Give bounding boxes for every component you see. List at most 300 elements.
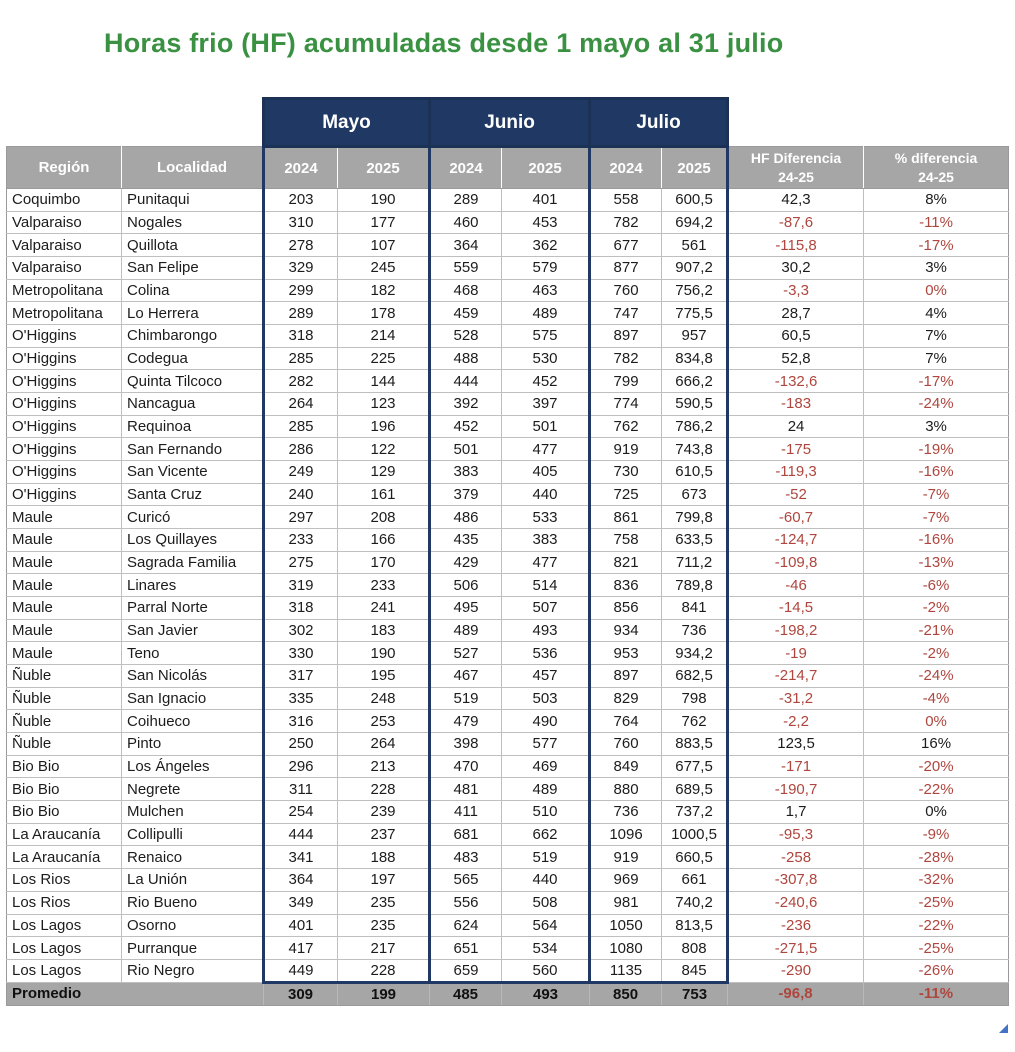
cell: 560 <box>502 959 590 982</box>
region-column-header: Región <box>7 147 122 189</box>
cell: 762 <box>590 415 662 438</box>
cell: -7% <box>864 483 1009 506</box>
cell: 798 <box>662 687 728 710</box>
cell: 318 <box>264 597 338 620</box>
cell: 214 <box>338 325 430 348</box>
cell: 661 <box>662 869 728 892</box>
cell: 1,7 <box>728 801 864 824</box>
table-row <box>7 823 1009 846</box>
cell: 736 <box>590 801 662 824</box>
cell: 449 <box>264 959 338 982</box>
cell: -2,2 <box>728 710 864 733</box>
cell: 24 <box>728 415 864 438</box>
cell: 877 <box>590 257 662 280</box>
average-cell: 850 <box>590 982 662 1005</box>
cell: 468 <box>430 279 502 302</box>
cell: 897 <box>590 325 662 348</box>
cell: 253 <box>338 710 430 733</box>
cell: Metropolitana <box>7 279 122 302</box>
cell: -22% <box>864 778 1009 801</box>
table-row <box>7 506 1009 529</box>
cell: -307,8 <box>728 869 864 892</box>
cell: -290 <box>728 959 864 982</box>
cell: 477 <box>502 438 590 461</box>
cell: Maule <box>7 529 122 552</box>
cell: 417 <box>264 937 338 960</box>
cell: 786,2 <box>662 415 728 438</box>
cell: Maule <box>7 619 122 642</box>
average-cell: -11% <box>864 982 1009 1005</box>
table-row <box>7 415 1009 438</box>
cell: 0% <box>864 279 1009 302</box>
cell: 506 <box>430 574 502 597</box>
cell: O'Higgins <box>7 347 122 370</box>
cell: 297 <box>264 506 338 529</box>
cell: 736 <box>662 619 728 642</box>
cell: 561 <box>662 234 728 257</box>
cell: Los Rios <box>7 891 122 914</box>
cell: Mulchen <box>122 801 264 824</box>
cell: 579 <box>502 257 590 280</box>
cell: -20% <box>864 755 1009 778</box>
excel-resize-handle-icon <box>999 1024 1008 1033</box>
cell: 457 <box>502 665 590 688</box>
cell: -28% <box>864 846 1009 869</box>
cell: Los Ángeles <box>122 755 264 778</box>
cell: -24% <box>864 665 1009 688</box>
cell: 161 <box>338 483 430 506</box>
cell: 285 <box>264 415 338 438</box>
cell: -109,8 <box>728 551 864 574</box>
cell: 677,5 <box>662 755 728 778</box>
cell: 1000,5 <box>662 823 728 846</box>
cell: -87,6 <box>728 211 864 234</box>
cell: 459 <box>430 302 502 325</box>
cell: -17% <box>864 234 1009 257</box>
table-row <box>7 438 1009 461</box>
table-row <box>7 257 1009 280</box>
cell: 319 <box>264 574 338 597</box>
cell: 7% <box>864 325 1009 348</box>
cell: 556 <box>430 891 502 914</box>
cell: 401 <box>502 189 590 212</box>
cell: 208 <box>338 506 430 529</box>
cell: 299 <box>264 279 338 302</box>
cell: 123 <box>338 393 430 416</box>
cell: 129 <box>338 461 430 484</box>
cell: 203 <box>264 189 338 212</box>
cell: 981 <box>590 891 662 914</box>
cell: -3,3 <box>728 279 864 302</box>
cell: -32% <box>864 869 1009 892</box>
locality-column-header: Localidad <box>122 147 264 189</box>
cell: -60,7 <box>728 506 864 529</box>
average-cell: -96,8 <box>728 982 864 1005</box>
column-header-row <box>7 147 1009 189</box>
cell: 122 <box>338 438 430 461</box>
cell: 841 <box>662 597 728 620</box>
table-row <box>7 211 1009 234</box>
average-cell: 485 <box>430 982 502 1005</box>
cell: 233 <box>264 529 338 552</box>
cell: Rio Bueno <box>122 891 264 914</box>
cell: 362 <box>502 234 590 257</box>
cell: 197 <box>338 869 430 892</box>
cell: O'Higgins <box>7 415 122 438</box>
cell: 286 <box>264 438 338 461</box>
cell: 178 <box>338 302 430 325</box>
cell: 3% <box>864 415 1009 438</box>
page-title: Horas frio (HF) acumuladas desde 1 mayo al 31 julio <box>104 28 784 58</box>
cell: -119,3 <box>728 461 864 484</box>
cell: 633,5 <box>662 529 728 552</box>
cell: Maule <box>7 597 122 620</box>
cell: 182 <box>338 279 430 302</box>
table-row <box>7 937 1009 960</box>
cell: 249 <box>264 461 338 484</box>
cell: San Ignacio <box>122 687 264 710</box>
cell: Requinoa <box>122 415 264 438</box>
cell: 477 <box>502 551 590 574</box>
table-row <box>7 869 1009 892</box>
cell: -13% <box>864 551 1009 574</box>
cell: 335 <box>264 687 338 710</box>
cell: 730 <box>590 461 662 484</box>
cell: 429 <box>430 551 502 574</box>
cell: Linares <box>122 574 264 597</box>
cell: -271,5 <box>728 937 864 960</box>
cell: 756,2 <box>662 279 728 302</box>
cell: 880 <box>590 778 662 801</box>
mayo-2024-column-header: 2024 <box>264 147 338 189</box>
cell: 123,5 <box>728 733 864 756</box>
cell: -132,6 <box>728 370 864 393</box>
cell: Los Rios <box>7 869 122 892</box>
cell: 398 <box>430 733 502 756</box>
cell: 349 <box>264 891 338 914</box>
mayo-2025-column-header: 2025 <box>338 147 430 189</box>
cell: 401 <box>264 914 338 937</box>
table-footer <box>7 982 1009 1005</box>
cell: 519 <box>502 846 590 869</box>
cell: 285 <box>264 347 338 370</box>
cell: -22% <box>864 914 1009 937</box>
cell: 235 <box>338 891 430 914</box>
cell: 934,2 <box>662 642 728 665</box>
cell: Bio Bio <box>7 755 122 778</box>
cell: 856 <box>590 597 662 620</box>
cell: Collipulli <box>122 823 264 846</box>
cell: 235 <box>338 914 430 937</box>
cell: 507 <box>502 597 590 620</box>
cell: 16% <box>864 733 1009 756</box>
cell: 829 <box>590 687 662 710</box>
junio-2024-column-header: 2024 <box>430 147 502 189</box>
cell: 760 <box>590 733 662 756</box>
table-row <box>7 461 1009 484</box>
cell: 919 <box>590 846 662 869</box>
cell: Santa Cruz <box>122 483 264 506</box>
cell: 397 <box>502 393 590 416</box>
cell: -258 <box>728 846 864 869</box>
cell: 737,2 <box>662 801 728 824</box>
cell: -95,3 <box>728 823 864 846</box>
cell: 558 <box>590 189 662 212</box>
cell: 237 <box>338 823 430 846</box>
cell: O'Higgins <box>7 325 122 348</box>
table-row <box>7 529 1009 552</box>
cell: 725 <box>590 483 662 506</box>
cell: 460 <box>430 211 502 234</box>
cell: 479 <box>430 710 502 733</box>
cell: 7% <box>864 347 1009 370</box>
cell: 711,2 <box>662 551 728 574</box>
cell: 747 <box>590 302 662 325</box>
table-row <box>7 778 1009 801</box>
cell: 190 <box>338 189 430 212</box>
cell: 503 <box>502 687 590 710</box>
cell: 310 <box>264 211 338 234</box>
cell: 907,2 <box>662 257 728 280</box>
hf-table <box>6 97 1009 1006</box>
table-row <box>7 393 1009 416</box>
cell: Quillota <box>122 234 264 257</box>
cell: 453 <box>502 211 590 234</box>
cell: Maule <box>7 551 122 574</box>
cell: 845 <box>662 959 728 982</box>
cell: 514 <box>502 574 590 597</box>
cell: La Araucanía <box>7 823 122 846</box>
cell: 483 <box>430 846 502 869</box>
cell: 660,5 <box>662 846 728 869</box>
month-header-julio: Julio <box>590 99 728 147</box>
cell: 469 <box>502 755 590 778</box>
cell: Bio Bio <box>7 778 122 801</box>
table-row <box>7 801 1009 824</box>
cell: 379 <box>430 483 502 506</box>
cell: 565 <box>430 869 502 892</box>
table-row <box>7 733 1009 756</box>
cell: Los Lagos <box>7 959 122 982</box>
month-header-junio: Junio <box>430 99 590 147</box>
cell: Quinta Tilcoco <box>122 370 264 393</box>
cell: 821 <box>590 551 662 574</box>
cell: 217 <box>338 937 430 960</box>
cell: 577 <box>502 733 590 756</box>
cell: Ñuble <box>7 733 122 756</box>
table-row <box>7 619 1009 642</box>
cell: 195 <box>338 665 430 688</box>
cell: -6% <box>864 574 1009 597</box>
table-row <box>7 302 1009 325</box>
cell: 392 <box>430 393 502 416</box>
cell: 250 <box>264 733 338 756</box>
cell: -52 <box>728 483 864 506</box>
cell: 248 <box>338 687 430 710</box>
month-header-mayo: Mayo <box>264 99 430 147</box>
cell: Maule <box>7 506 122 529</box>
cell: Los Lagos <box>7 914 122 937</box>
cell: Coquimbo <box>7 189 122 212</box>
cell: 774 <box>590 393 662 416</box>
cell: 489 <box>430 619 502 642</box>
cell: Ñuble <box>7 665 122 688</box>
julio-2024-column-header: 2024 <box>590 147 662 189</box>
cell: 533 <box>502 506 590 529</box>
cell: 233 <box>338 574 430 597</box>
cell: 275 <box>264 551 338 574</box>
cell: 317 <box>264 665 338 688</box>
cell: 190 <box>338 642 430 665</box>
cell: 527 <box>430 642 502 665</box>
cell: Renaico <box>122 846 264 869</box>
cell: 934 <box>590 619 662 642</box>
table-row <box>7 710 1009 733</box>
cell: -16% <box>864 529 1009 552</box>
month-header-row <box>7 99 1009 147</box>
cell: 969 <box>590 869 662 892</box>
cell: 534 <box>502 937 590 960</box>
cell: 590,5 <box>662 393 728 416</box>
cell: 467 <box>430 665 502 688</box>
cell: Maule <box>7 642 122 665</box>
cell: 1135 <box>590 959 662 982</box>
cell: -24% <box>864 393 1009 416</box>
cell: 897 <box>590 665 662 688</box>
table-row <box>7 370 1009 393</box>
cell: 610,5 <box>662 461 728 484</box>
cell: 799 <box>590 370 662 393</box>
cell: 481 <box>430 778 502 801</box>
cell: 318 <box>264 325 338 348</box>
table-header <box>7 99 1009 189</box>
cell: 813,5 <box>662 914 728 937</box>
cell: 42,3 <box>728 189 864 212</box>
cell: 289 <box>430 189 502 212</box>
cell: 364 <box>430 234 502 257</box>
cell: 673 <box>662 483 728 506</box>
table-row <box>7 551 1009 574</box>
cell: -19 <box>728 642 864 665</box>
table-row <box>7 891 1009 914</box>
cell: 444 <box>430 370 502 393</box>
cell: -214,7 <box>728 665 864 688</box>
table-row <box>7 687 1009 710</box>
cell: -2% <box>864 642 1009 665</box>
cell: 278 <box>264 234 338 257</box>
cell: Colina <box>122 279 264 302</box>
cell: 4% <box>864 302 1009 325</box>
cell: Valparaiso <box>7 211 122 234</box>
cell: O'Higgins <box>7 483 122 506</box>
cell: 30,2 <box>728 257 864 280</box>
cell: San Nicolás <box>122 665 264 688</box>
cell: Codegua <box>122 347 264 370</box>
cell: Curicó <box>122 506 264 529</box>
cell: -25% <box>864 937 1009 960</box>
cell: 228 <box>338 778 430 801</box>
cell: -21% <box>864 619 1009 642</box>
header-spacer-right <box>728 99 1009 147</box>
cell: 452 <box>430 415 502 438</box>
cell: San Fernando <box>122 438 264 461</box>
cell: 1080 <box>590 937 662 960</box>
cell: O'Higgins <box>7 370 122 393</box>
cell: 493 <box>502 619 590 642</box>
cell: -2% <box>864 597 1009 620</box>
cell: 808 <box>662 937 728 960</box>
cell: 659 <box>430 959 502 982</box>
cell: 440 <box>502 483 590 506</box>
cell: 764 <box>590 710 662 733</box>
cell: -240,6 <box>728 891 864 914</box>
cell: 689,5 <box>662 778 728 801</box>
cell: -9% <box>864 823 1009 846</box>
cell: 489 <box>502 778 590 801</box>
cell: 861 <box>590 506 662 529</box>
cell: 740,2 <box>662 891 728 914</box>
cell: 488 <box>430 347 502 370</box>
cell: 849 <box>590 755 662 778</box>
cell: Sagrada Familia <box>122 551 264 574</box>
cell: 501 <box>502 415 590 438</box>
cell: 883,5 <box>662 733 728 756</box>
pct-diff-column-header <box>864 147 1009 189</box>
cell: -19% <box>864 438 1009 461</box>
cell: Ñuble <box>7 687 122 710</box>
cell: La Unión <box>122 869 264 892</box>
cell: 444 <box>264 823 338 846</box>
cell: 651 <box>430 937 502 960</box>
cell: 760 <box>590 279 662 302</box>
cell: 682,5 <box>662 665 728 688</box>
cell: Los Quillayes <box>122 529 264 552</box>
cell: 495 <box>430 597 502 620</box>
cell: 758 <box>590 529 662 552</box>
hf-diff-header-line2: 24-25 <box>778 168 814 185</box>
cell: -4% <box>864 687 1009 710</box>
cell: 296 <box>264 755 338 778</box>
cell: Ñuble <box>7 710 122 733</box>
cell: 799,8 <box>662 506 728 529</box>
table-row <box>7 755 1009 778</box>
cell: San Felipe <box>122 257 264 280</box>
cell: 775,5 <box>662 302 728 325</box>
cell: 530 <box>502 347 590 370</box>
cell: Teno <box>122 642 264 665</box>
table-row <box>7 597 1009 620</box>
cell: 311 <box>264 778 338 801</box>
cell: 282 <box>264 370 338 393</box>
cell: 107 <box>338 234 430 257</box>
cell: O'Higgins <box>7 393 122 416</box>
cell: Coihueco <box>122 710 264 733</box>
table-row <box>7 959 1009 982</box>
average-cell: 753 <box>662 982 728 1005</box>
cell: Bio Bio <box>7 801 122 824</box>
cell: 196 <box>338 415 430 438</box>
cell: 1050 <box>590 914 662 937</box>
cell: Maule <box>7 574 122 597</box>
cell: 953 <box>590 642 662 665</box>
table-row <box>7 325 1009 348</box>
cell: 330 <box>264 642 338 665</box>
table-row <box>7 483 1009 506</box>
cell: 435 <box>430 529 502 552</box>
average-cell: 309 <box>264 982 338 1005</box>
cell: 411 <box>430 801 502 824</box>
cell: 519 <box>430 687 502 710</box>
